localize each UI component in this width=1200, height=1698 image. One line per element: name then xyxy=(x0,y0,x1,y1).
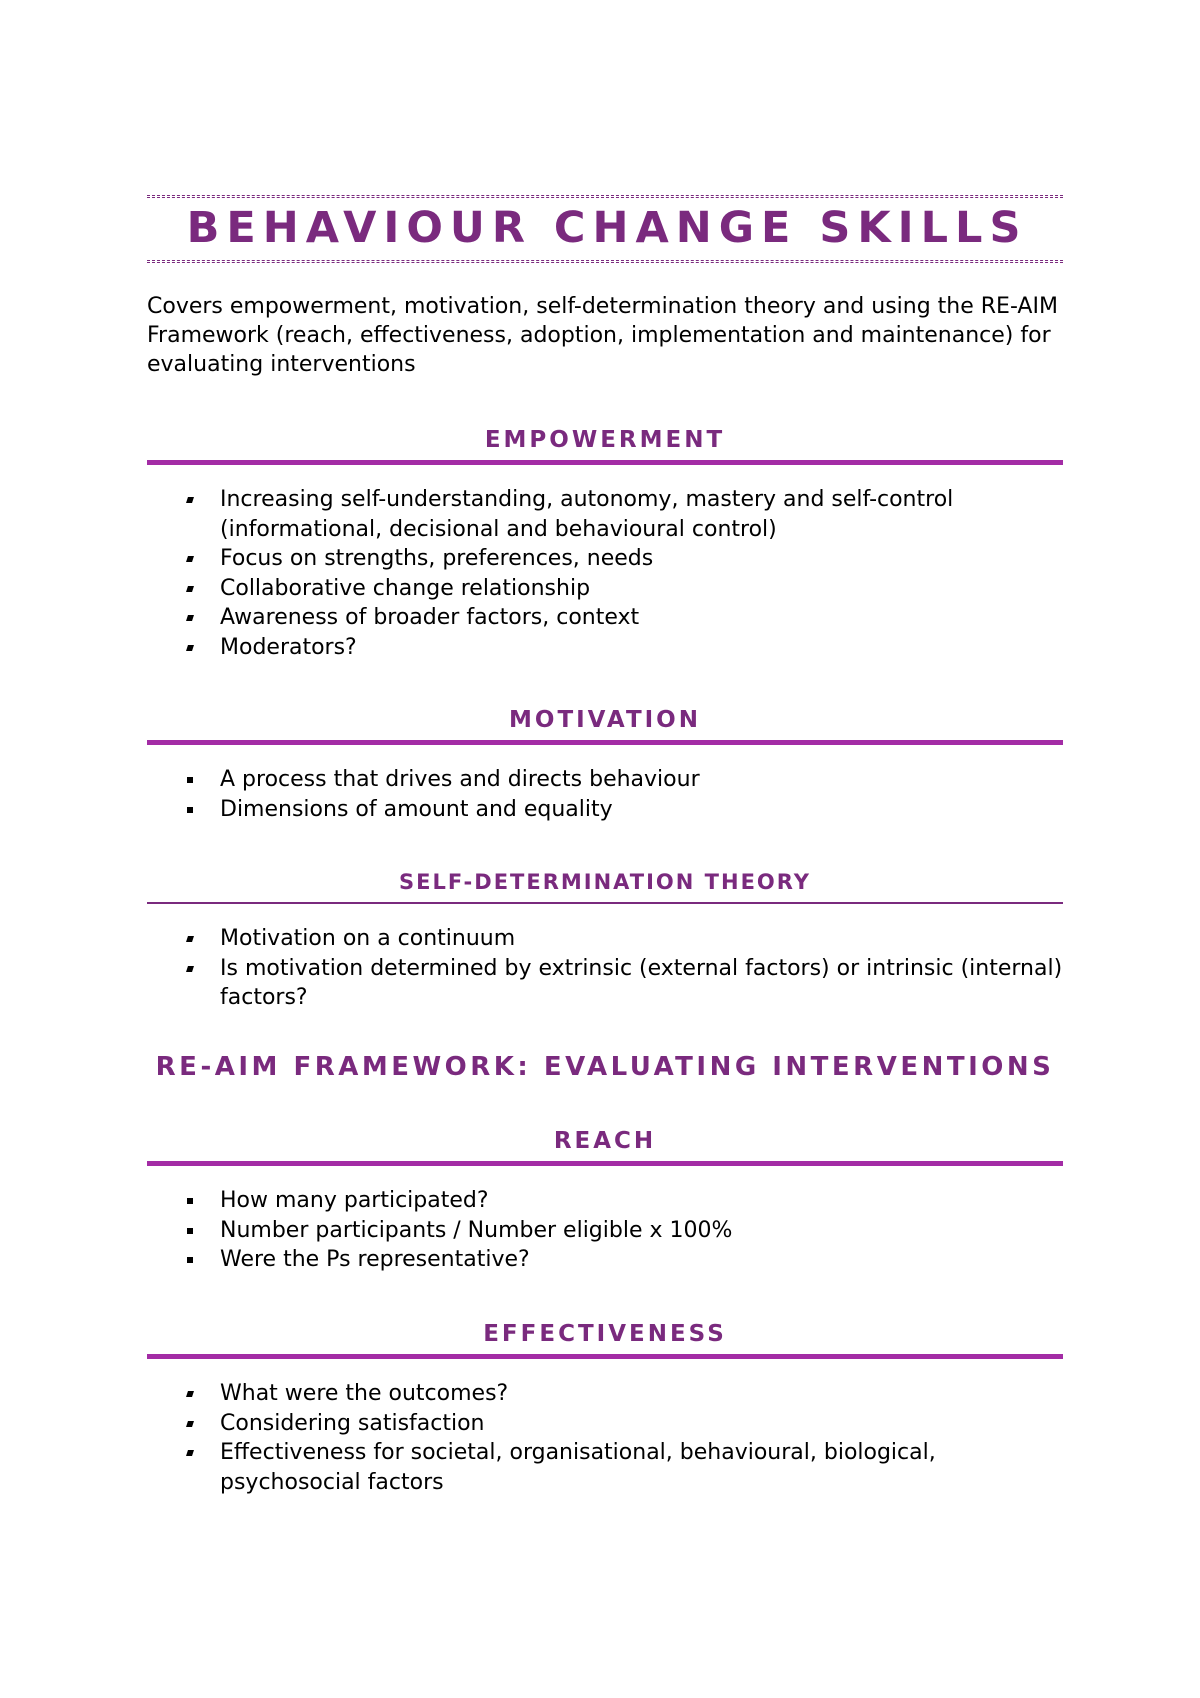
section-empowerment xyxy=(147,426,1063,662)
list-item: Focus on strengths, preferences, needs xyxy=(147,544,1063,574)
square-bullet-icon xyxy=(186,1421,194,1427)
list-item: Effectiveness for societal, organisational, behavioural, biological, psychosocial factors xyxy=(147,1438,1063,1497)
square-bullet-icon xyxy=(186,556,194,562)
section-rule xyxy=(147,740,1063,745)
square-bullet-icon xyxy=(186,936,194,942)
square-bullet-icon xyxy=(187,807,193,813)
page-title: BEHAVIOUR CHANGE SKILLS xyxy=(186,203,1028,253)
square-bullet-icon xyxy=(186,615,194,621)
section-reach xyxy=(147,1127,1063,1275)
section-heading-reach: REACH xyxy=(553,1128,657,1154)
section-heading-effectiveness: EFFECTIVENESS xyxy=(483,1321,727,1347)
effectiveness-list xyxy=(147,1379,1063,1497)
title-block xyxy=(147,195,1063,263)
list-item: Moderators? xyxy=(147,633,1063,663)
section-heading-empowerment: EMPOWERMENT xyxy=(484,427,726,453)
list-item: Motivation on a continuum xyxy=(147,924,1063,954)
reach-list xyxy=(147,1186,1063,1275)
list-item: What were the outcomes? xyxy=(147,1379,1063,1409)
square-bullet-icon xyxy=(187,1228,193,1234)
re-aim-heading: RE-AIM FRAMEWORK: EVALUATING INTERVENTIONS xyxy=(155,1052,1055,1082)
square-bullet-icon xyxy=(186,586,194,592)
list-item: Considering satisfaction xyxy=(147,1409,1063,1439)
square-bullet-icon xyxy=(187,1198,193,1204)
motivation-list xyxy=(147,765,1063,824)
section-rule xyxy=(147,1354,1063,1359)
list-item: Number participants / Number eligible x 100% xyxy=(147,1216,1063,1246)
empowerment-list xyxy=(147,485,1063,662)
section-rule xyxy=(147,460,1063,465)
section-rule xyxy=(147,1161,1063,1166)
square-bullet-icon xyxy=(186,1450,194,1456)
section-heading-motivation: MOTIVATION xyxy=(509,707,701,733)
list-item: Collaborative change relationship xyxy=(147,574,1063,604)
list-item: Is motivation determined by extrinsic (external factors) or intrinsic (internal) factors? xyxy=(147,954,1063,1013)
list-item: Were the Ps representative? xyxy=(147,1245,1063,1275)
list-item: How many participated? xyxy=(147,1186,1063,1216)
list-item: Dimensions of amount and equality xyxy=(147,795,1063,825)
title-bottom-rule xyxy=(147,260,1063,263)
section-effectiveness xyxy=(147,1320,1063,1497)
section-motivation xyxy=(147,706,1063,824)
list-item: Awareness of broader factors, context xyxy=(147,603,1063,633)
square-bullet-icon xyxy=(186,966,194,972)
section-heading-sdt: SELF-DETERMINATION THEORY xyxy=(399,870,811,894)
list-item: A process that drives and directs behaviour xyxy=(147,765,1063,795)
square-bullet-icon xyxy=(186,645,194,651)
sdt-list xyxy=(147,924,1063,1013)
square-bullet-icon xyxy=(187,1257,193,1263)
square-bullet-icon xyxy=(186,1391,194,1397)
square-bullet-icon xyxy=(186,497,194,503)
square-bullet-icon xyxy=(187,777,193,783)
section-rule xyxy=(147,902,1063,904)
intro-paragraph: Covers empowerment, motivation, self-determination theory and using the RE-AIM Framework (reach, effectiveness, adoption, implementation and maintenance) for evaluating interventions xyxy=(147,294,1058,377)
list-item: Increasing self-understanding, autonomy, mastery and self-control (informational, decisional and behavioural control) xyxy=(147,485,1063,544)
section-self-determination-theory xyxy=(147,868,1063,1013)
